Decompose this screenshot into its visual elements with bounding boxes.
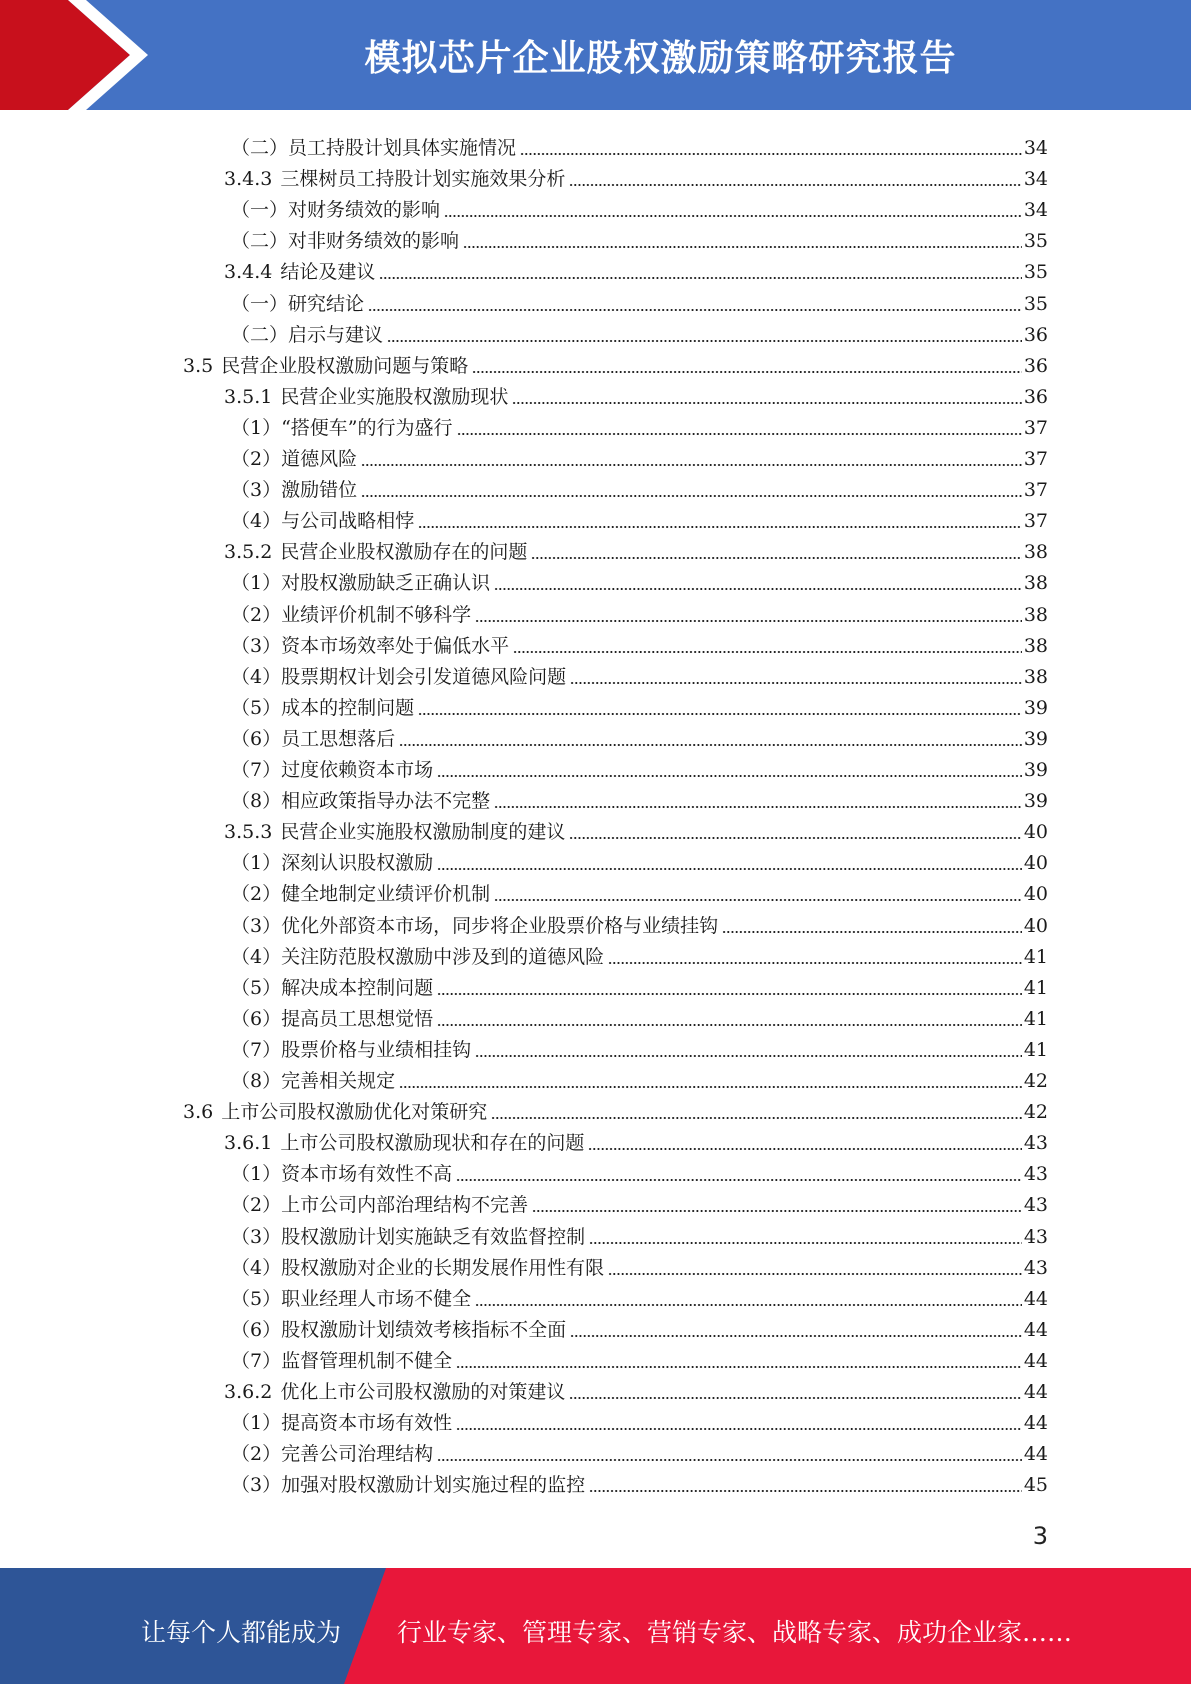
toc-entry[interactable] (231, 191, 1048, 222)
toc-entry[interactable] (231, 689, 1048, 720)
toc-entry-page: 36 (1023, 323, 1048, 346)
toc-entry-page: 37 (1023, 479, 1048, 502)
toc-entry[interactable] (231, 1155, 1048, 1186)
toc-entry-label: 民营企业股权激励问题与策略 (221, 354, 469, 377)
toc-entry-page: 43 (1023, 1225, 1048, 1248)
toc-entry-page: 44 (1023, 1412, 1048, 1435)
toc-entry-page: 34 (1023, 199, 1048, 222)
toc-entry[interactable] (231, 969, 1048, 1000)
dot-leader (379, 277, 1021, 279)
toc-entry-number: 3.5.2 (224, 541, 273, 564)
dot-leader (520, 153, 1022, 155)
toc-entry-label: （6）员工思想落后 (231, 727, 396, 750)
toc-entry-label: （4）股权激励对企业的长期发展作用性有限 (231, 1256, 605, 1279)
toc-entry-label: （1）“搭便车”的行为盛行 (231, 416, 453, 439)
toc-entry-page: 41 (1023, 1007, 1048, 1030)
toc-entry[interactable] (231, 627, 1048, 658)
page-header (0, 0, 1191, 110)
toc-entry[interactable] (231, 285, 1048, 316)
toc-entry[interactable] (231, 658, 1048, 689)
toc-entry-label: （4）关注防范股权激励中涉及到的道德风险 (231, 945, 605, 968)
toc-entry-label: 优化上市公司股权激励的对策建议 (280, 1381, 566, 1403)
toc-entry[interactable] (231, 596, 1048, 627)
toc-entry[interactable] (231, 129, 1048, 160)
dot-leader (512, 402, 1021, 404)
toc-entry-page: 40 (1023, 852, 1048, 875)
toc-entry[interactable] (231, 440, 1048, 471)
toc-entry-number: 3.6.2 (224, 1381, 273, 1403)
toc-entry[interactable] (231, 720, 1048, 751)
dot-leader (569, 184, 1021, 186)
toc-entry-label: （5）成本的控制问题 (231, 696, 415, 719)
toc-entry[interactable] (231, 1218, 1048, 1249)
report-title: 模拟芯片企业股权激励策略研究报告 (364, 38, 957, 79)
toc-entry-page: 39 (1023, 696, 1048, 719)
dot-leader (437, 1459, 1022, 1461)
dot-leader (361, 495, 1022, 497)
dot-leader (532, 1210, 1022, 1212)
toc-entry-label: （1）深刻认识股权激励 (231, 852, 434, 875)
toc-entry-page: 41 (1023, 945, 1048, 968)
dot-leader (588, 1148, 1021, 1150)
toc-entry[interactable] (231, 1404, 1048, 1435)
toc-entry-label: （二）启示与建议 (231, 323, 384, 346)
toc-entry[interactable] (231, 1311, 1048, 1342)
dot-leader (463, 246, 1022, 248)
toc-entry[interactable] (231, 1435, 1048, 1466)
dot-leader (399, 744, 1022, 746)
toc-entry-number: 3.5 (183, 354, 214, 377)
toc-entry[interactable] (231, 1186, 1048, 1217)
toc-entry[interactable] (224, 1124, 1048, 1155)
toc-entry-page: 35 (1023, 292, 1048, 315)
footer-slogan-right: 行业专家、管理专家、营销专家、战略专家、成功企业家…… (397, 1618, 1073, 1647)
dot-leader (475, 620, 1022, 622)
toc-entry-page: 40 (1023, 883, 1048, 906)
dot-leader (444, 215, 1022, 217)
dot-leader (589, 1242, 1022, 1244)
toc-entry-label: 民营企业实施股权激励现状 (280, 385, 509, 408)
toc-entry-label: （2）完善公司治理结构 (231, 1443, 434, 1466)
toc-entry-label: 三棵树员工持股计划实施效果分析 (280, 168, 566, 191)
toc-entry[interactable] (231, 1062, 1048, 1093)
toc-entry[interactable] (224, 813, 1048, 844)
toc-entry-label: （5）解决成本控制问题 (231, 976, 434, 999)
toc-entry-label: （6）股权激励计划绩效考核指标不全面 (231, 1318, 567, 1341)
toc-entry-label: （3）激励错位 (231, 479, 358, 502)
toc-entry-page: 38 (1023, 603, 1048, 626)
toc-entry-label: 民营企业股权激励存在的问题 (280, 541, 528, 564)
toc-entry[interactable] (231, 1249, 1048, 1280)
toc-entry-page: 34 (1023, 168, 1048, 191)
dot-leader (570, 682, 1022, 684)
toc-entry-label: （3）优化外部资本市场，同步将企业股票价格与业绩挂钩 (231, 914, 719, 937)
dot-leader (513, 651, 1022, 653)
toc-entry[interactable] (231, 1466, 1048, 1497)
toc-entry[interactable] (224, 253, 1048, 284)
toc-entry-page: 39 (1023, 727, 1048, 750)
toc-entry-page: 43 (1023, 1194, 1048, 1217)
dot-leader (475, 1304, 1022, 1306)
toc-entry-page: 43 (1023, 1163, 1048, 1186)
toc-entry-label: （1）提高资本市场有效性 (231, 1412, 453, 1435)
page-footer (0, 1568, 1191, 1684)
toc-entry-label: （6）提高员工思想觉悟 (231, 1007, 434, 1030)
toc-entry-label: （8）完善相关规定 (231, 1070, 396, 1092)
toc-entry-label: （3）加强对股权激励计划实施过程的监控 (231, 1474, 586, 1497)
dot-leader (570, 1335, 1022, 1337)
toc-entry-page: 41 (1023, 976, 1048, 999)
dot-leader (456, 1366, 1022, 1368)
toc-entry-label: （7）监督管理机制不健全 (231, 1349, 453, 1372)
dot-leader (399, 1086, 1022, 1088)
toc-entry-number: 3.6 (183, 1101, 214, 1124)
toc-entry-page: 40 (1023, 821, 1048, 844)
toc-entry[interactable] (231, 1000, 1048, 1031)
toc-entry-page: 37 (1023, 416, 1048, 439)
toc-entry-label: （7）股票价格与业绩相挂钩 (231, 1038, 472, 1061)
toc-entry[interactable] (231, 316, 1048, 347)
toc-entry-number: 3.4.4 (224, 261, 273, 284)
toc-entry-label: （7）过度依赖资本市场 (231, 759, 434, 781)
toc-entry-number: 3.6.1 (224, 1132, 273, 1155)
toc-entry[interactable] (231, 844, 1048, 875)
toc-entry-label: （4）与公司战略相悖 (231, 510, 415, 533)
toc-entry-page: 39 (1023, 790, 1048, 813)
dot-leader (608, 962, 1022, 964)
toc-entry-page: 37 (1023, 510, 1048, 533)
toc-entry-label: （3）资本市场效率处于偏低水平 (231, 634, 510, 657)
toc-entry-label: （二）对非财务绩效的影响 (231, 230, 460, 253)
toc-entry-label: 结论及建议 (280, 261, 376, 284)
dot-leader (361, 464, 1022, 466)
toc-entry[interactable] (183, 347, 1048, 378)
toc-entry-page: 45 (1023, 1474, 1048, 1497)
toc-entry-label: （8）相应政策指导办法不完整 (231, 790, 491, 813)
toc-entry-page: 44 (1023, 1349, 1048, 1372)
dot-leader (472, 371, 1022, 373)
toc-entry-label: 上市公司股权激励优化对策研究 (221, 1101, 488, 1124)
toc-entry[interactable] (231, 751, 1048, 782)
dot-leader (437, 993, 1022, 995)
page-number: 3 (1032, 1522, 1048, 1550)
dot-leader (368, 309, 1022, 311)
toc-entry-page: 43 (1023, 1256, 1048, 1279)
toc-entry[interactable] (231, 1031, 1048, 1062)
toc-entry-page: 44 (1023, 1443, 1048, 1466)
toc-entry-page: 36 (1023, 354, 1048, 377)
toc-entry-page: 38 (1023, 572, 1048, 595)
toc-entry[interactable] (231, 222, 1048, 253)
toc-entry[interactable] (231, 1280, 1048, 1311)
dot-leader (531, 557, 1021, 559)
dot-leader (387, 340, 1022, 342)
toc-entry[interactable] (231, 471, 1048, 502)
toc-entry[interactable] (224, 160, 1048, 191)
toc-entry-page: 44 (1023, 1318, 1048, 1341)
toc-entry-label: （2）道德风险 (231, 448, 358, 470)
toc-entry[interactable] (231, 938, 1048, 969)
toc-entry-label: （3）股权激励计划实施缺乏有效监督控制 (231, 1225, 586, 1248)
toc-entry[interactable] (231, 502, 1048, 533)
toc-entry[interactable] (231, 907, 1048, 938)
dot-leader (491, 1117, 1022, 1119)
toc-entry-page: 35 (1023, 230, 1048, 253)
dot-leader (437, 775, 1022, 777)
toc-entry-number: 3.4.3 (224, 168, 273, 191)
dot-leader (437, 868, 1022, 870)
toc-entry[interactable] (231, 409, 1048, 440)
toc-entry-label: （2）业绩评价机制不够科学 (231, 603, 472, 626)
toc-entry-page: 42 (1023, 1101, 1048, 1124)
toc-entry[interactable] (231, 1342, 1048, 1373)
toc-entry[interactable] (224, 378, 1048, 409)
toc-entry-label: （2）健全地制定业绩评价机制 (231, 883, 491, 906)
dot-leader (722, 931, 1022, 933)
toc-entry-page: 36 (1023, 385, 1048, 408)
toc-entry-page: 41 (1023, 1038, 1048, 1061)
dot-leader (456, 1179, 1022, 1181)
toc-entry[interactable] (231, 782, 1048, 813)
toc-entry[interactable] (183, 1093, 1048, 1124)
dot-leader (569, 837, 1021, 839)
toc-entry-label: （2）上市公司内部治理结构不完善 (231, 1194, 529, 1217)
dot-leader (418, 713, 1022, 715)
toc-entry-page: 44 (1023, 1381, 1048, 1403)
toc-entry-label: 民营企业实施股权激励制度的建议 (280, 821, 566, 844)
toc-entry-label: （一）研究结论 (231, 292, 365, 315)
toc-entry-page: 38 (1023, 541, 1048, 564)
toc-entry-label: （二）员工持股计划具体实施情况 (231, 137, 517, 159)
toc-entry-label: （1）对股权激励缺乏正确认识 (231, 572, 491, 595)
toc-entry-label: （5）职业经理人市场不健全 (231, 1287, 472, 1310)
toc-entry[interactable] (231, 875, 1048, 906)
toc-entry-number: 3.5.1 (224, 385, 273, 408)
toc-entry-page: 40 (1023, 914, 1048, 937)
toc-entry[interactable] (224, 533, 1048, 564)
dot-leader (437, 1024, 1022, 1026)
toc-entry-number: 3.5.3 (224, 821, 273, 844)
dot-leader (589, 1490, 1022, 1492)
dot-leader (494, 899, 1022, 901)
toc-entry-page: 34 (1023, 137, 1048, 159)
toc-entry-label: （一）对财务绩效的影响 (231, 199, 441, 222)
dot-leader (494, 588, 1022, 590)
toc-entry-page: 38 (1023, 634, 1048, 657)
toc-entry-label: （1）资本市场有效性不高 (231, 1163, 453, 1186)
dot-leader (457, 433, 1022, 435)
toc-entry-page: 44 (1023, 1287, 1048, 1310)
toc-entry-label: （4）股票期权计划会引发道德风险问题 (231, 665, 567, 688)
toc-entry-page: 43 (1023, 1132, 1048, 1155)
footer-slogan-left: 让每个人都能成为 (141, 1618, 342, 1647)
dot-leader (418, 526, 1022, 528)
dot-leader (475, 1055, 1022, 1057)
toc-entry-page: 37 (1023, 448, 1048, 470)
toc-entry-label: 上市公司股权激励现状和存在的问题 (280, 1132, 585, 1155)
toc-entry-page: 39 (1023, 759, 1048, 781)
dot-leader (569, 1397, 1021, 1399)
toc-entry-page: 42 (1023, 1070, 1048, 1092)
dot-leader (494, 806, 1022, 808)
toc-entry-page: 38 (1023, 665, 1048, 688)
dot-leader (456, 1428, 1022, 1430)
toc-entry[interactable] (231, 564, 1048, 595)
toc-entry-page: 35 (1023, 261, 1048, 284)
dot-leader (608, 1273, 1022, 1275)
toc-entry[interactable] (224, 1373, 1048, 1404)
